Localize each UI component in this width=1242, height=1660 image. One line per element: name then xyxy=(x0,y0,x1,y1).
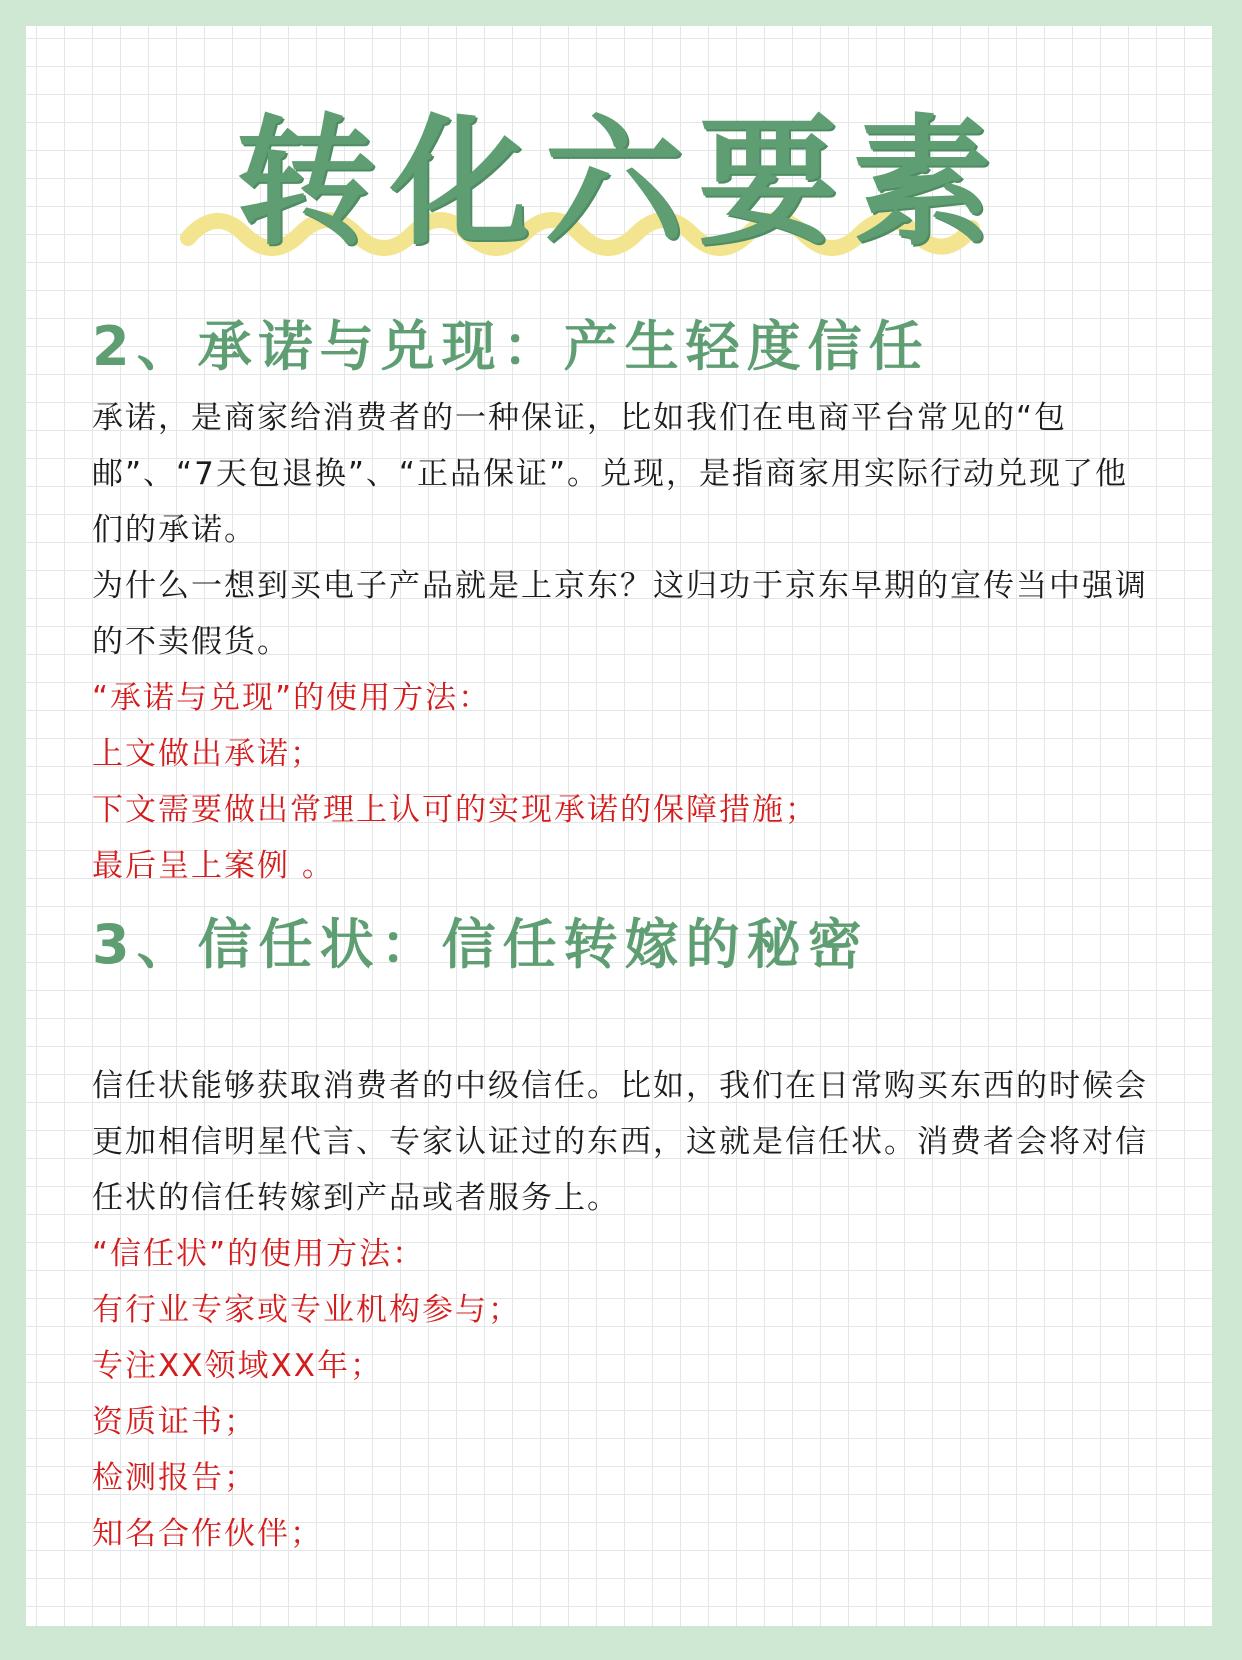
body-paragraph: 为什么一想到买电子产品就是上京东？这归功于京东早期的宣传当中强调的不卖假货。 xyxy=(92,568,1148,660)
method-item: 上文做出承诺； xyxy=(92,736,323,772)
title-area xyxy=(0,96,1242,286)
method-item: 知名合作伙伴； xyxy=(92,1516,323,1552)
section-body-trust xyxy=(92,1058,1152,1562)
method-item: 下文需要做出常理上认可的实现承诺的保障措施； xyxy=(92,792,818,828)
section-heading-trust: 3、信任状：信任转嫁的秘密 xyxy=(92,913,869,976)
section-body-promise xyxy=(92,390,1152,894)
method-title: “信任状”的使用方法： xyxy=(92,1236,426,1272)
method-item: 有行业专家或专业机构参与； xyxy=(92,1292,521,1328)
method-item: 资质证书； xyxy=(92,1404,257,1440)
section-heading-promise: 2、承诺与兑现：产生轻度信任 xyxy=(92,315,930,378)
page-title: 转化六要素 xyxy=(235,102,1006,265)
body-paragraph: 承诺，是商家给消费者的一种保证，比如我们在电商平台常见的“包邮”、“7天包退换”、“正品保证”。兑现，是指商家用实际行动兑现了他们的承诺。 xyxy=(92,400,1129,548)
method-item: 检测报告； xyxy=(92,1460,257,1496)
method-item: 专注XX领域XX年； xyxy=(92,1348,383,1384)
body-paragraph: 信任状能够获取消费者的中级信任。比如，我们在日常购买东西的时候会更加相信明星代言、专家认证过的东西，这就是信任状。消费者会将对信任状的信任转嫁到产品或者服务上。 xyxy=(92,1068,1148,1216)
method-title: “承诺与兑现”的使用方法： xyxy=(92,680,492,716)
method-item: 最后呈上案例 。 xyxy=(92,848,335,884)
